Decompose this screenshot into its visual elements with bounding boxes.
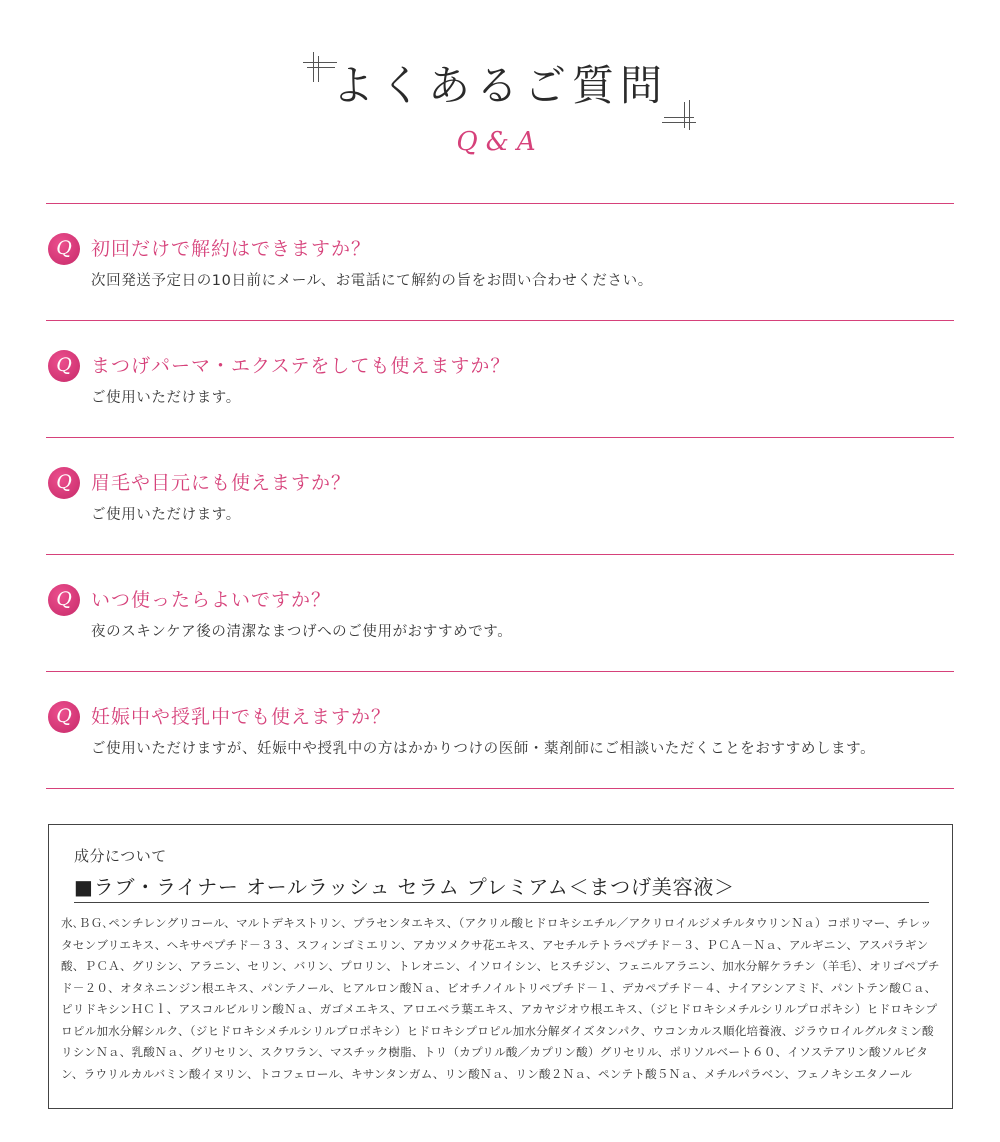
ingredients-box xyxy=(48,824,953,1109)
q-badge-icon: Q xyxy=(48,584,80,616)
ingredients-product-name: ■ラブ・ライナー オールラッシュ セラム プレミアム＜まつげ美容液＞ xyxy=(74,873,929,903)
corner-ornament-bottom-right xyxy=(660,100,700,136)
page-subtitle: Q&A xyxy=(456,127,544,157)
faq-list xyxy=(46,203,954,789)
q-badge-icon: Q xyxy=(48,233,80,265)
faq-item xyxy=(46,321,954,437)
faq-question: 初回だけで解約はできますか？ xyxy=(91,238,372,260)
faq-question: 妊娠中や授乳中でも使えますか？ xyxy=(91,706,392,728)
faq-answer: 夜のスキンケア後の清潔なまつげへのご使用がおすすめです。 xyxy=(91,624,513,640)
faq-answer: ご使用いただけます。 xyxy=(91,390,241,406)
faq-item xyxy=(46,438,954,554)
page-header xyxy=(0,0,1000,190)
faq-answer: ご使用いただけますが、妊娠中や授乳中の方はかかりつけの医師・薬剤師にご相談いただくことをおすすめします。 xyxy=(91,741,876,757)
faq-question: 眉毛や目元にも使えますか？ xyxy=(91,472,352,494)
faq-item xyxy=(46,672,954,788)
faq-item xyxy=(46,204,954,320)
faq-question: まつげパーマ・エクステをしても使えますか？ xyxy=(91,355,511,377)
faq-answer: 次回発送予定日の10日前にメール、お電話にて解約の旨をお問い合わせください。 xyxy=(91,273,653,289)
q-badge-icon: Q xyxy=(48,701,80,733)
page-title: よくあるご質問 xyxy=(331,61,668,110)
q-badge-icon: Q xyxy=(48,350,80,382)
faq-item xyxy=(46,555,954,671)
faq-question: いつ使ったらよいですか？ xyxy=(91,589,332,611)
divider xyxy=(46,788,954,789)
faq-answer: ご使用いただけます。 xyxy=(91,507,241,523)
q-badge-icon: Q xyxy=(48,467,80,499)
ingredients-heading: 成分について xyxy=(74,847,167,865)
ingredients-list: 水､ＢＧ､ペンチレングリコール、マルトデキストリン、プラセンタエキス、（アクリル酸ヒドロキシエチル／アクリロイルジメチルタウリンＮａ）コポリマー、チレッタセンブリエキス、ヘキサペプチド－３３、スフィンゴミエリン、アカツメクサ花エキス、アセチルテトラペプチド－３、ＰＣＡ－Ｎａ、アルギニン、アスパラギン酸、ＰＣＡ、グリシン、アラニン、セリン、バリン、プロリン、トレオニン、イソロイシン、ヒスチジン、フェニルアラニン、加水分解ケラチン（羊毛）、オリゴペプチド－２０、オタネニンジン根エキス、パンテノール、ヒアルロン酸Ｎａ、ビオチノイルトリペプチド－１、デカペプチド－４、ナイアシンアミド、パントテン酸Ｃａ、ピリドキシンＨＣｌ、アスコルビルリン酸Ｎａ、ガゴメエキス、アロエベラ葉エキス、アカヤジオウ根エキス、（ジヒドロキシメチルシリルプロポキシ）ヒドロキシプロピル加水分解シルク、（ジヒドロキシメチルシリルプロポキシ）ヒドロキシプロピル加水分解ダイズタンパク、ウコンカルス順化培養液、ジラウロイルグルタミン酸リシンＮａ、乳酸Ｎａ、グリセリン、スクワラン、マスチック樹脂、トリ（カプリル酸／カプリン酸）グリセリル、ポリソルベート６０、イソステアリン酸ソルビタン、ラウリルカルバミン酸イヌリン、トコフェロール、キサンタンガム、リン酸Ｎａ、リン酸２Ｎａ、ペンテト酸５Ｎａ、メチルパラベン、フェノキシエタノール xyxy=(61,916,940,1081)
